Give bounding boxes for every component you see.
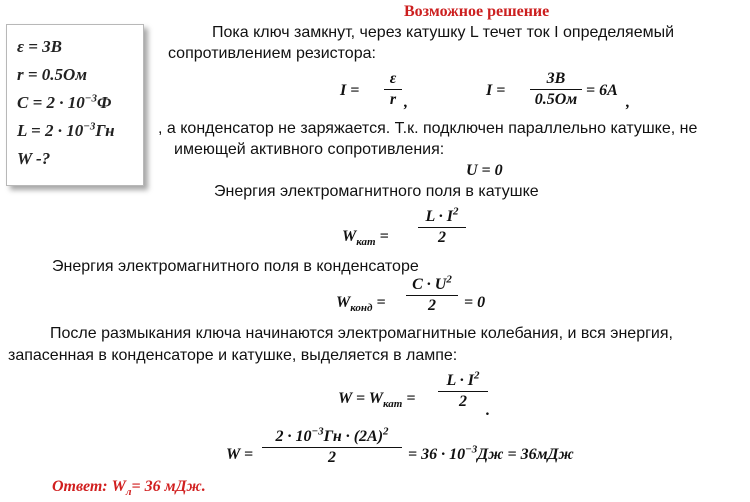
final-den: 2 <box>328 449 336 466</box>
para3: Энергия электромагнитного поля в катушке <box>214 183 539 200</box>
final-num-b: Гн · (2A) <box>323 428 384 445</box>
given-capacitance-base: C = 2 · 10 <box>17 93 85 112</box>
wtotal-num-wrap <box>438 369 488 390</box>
current-den: r <box>389 91 397 108</box>
current-lhs: I = <box>340 82 360 99</box>
final-lhs: W = <box>226 446 254 463</box>
current-fraction2 <box>530 70 582 109</box>
para2-line1: , а конденсатор не заряжается. Т.к. подключен параллельно катушке, не <box>158 120 698 137</box>
wcap-lhs <box>336 294 386 314</box>
wtotal-bar <box>438 391 488 392</box>
wcoil-sup: 2 <box>452 205 459 218</box>
current-result: = 6A <box>586 82 618 99</box>
final-num <box>262 425 402 446</box>
wtotal-lhs <box>338 390 415 410</box>
wcoil-num: L · I <box>425 208 453 225</box>
given-emf: ε = 3В <box>17 37 62 56</box>
wtotal-fraction <box>438 369 488 411</box>
answer-sub: л <box>125 486 132 499</box>
wcoil-w: W <box>342 228 357 245</box>
answer <box>52 478 206 498</box>
final-num-a: 2 · 10 <box>275 428 312 445</box>
given-box <box>6 24 144 186</box>
current-lhs2: I = <box>486 82 506 99</box>
current-fraction <box>384 70 402 109</box>
wcoil-fraction <box>418 205 466 247</box>
wcoil-sub: кат <box>356 236 376 249</box>
current-num: ε <box>389 70 397 87</box>
final-mid-exp: −3 <box>465 443 478 456</box>
wcoil-eq: = <box>379 228 389 245</box>
final-num-sup: 2 <box>383 425 389 438</box>
final-mid: = 36 · 10 <box>408 446 466 463</box>
para5-line1: После размыкания ключа начинаются электромагнитные колебания, и вся энергия, <box>50 325 673 342</box>
final-num-exp: −3 <box>311 425 324 438</box>
final-fraction <box>262 425 402 467</box>
wcap-num-wrap <box>406 273 458 294</box>
given-inductance-base: L = 2 · 10 <box>17 121 84 140</box>
wcoil-lhs <box>342 228 389 248</box>
wcap-fraction <box>406 273 458 315</box>
answer-label: Ответ: W <box>52 478 126 495</box>
wcap-den: 2 <box>428 297 436 314</box>
final-bar <box>262 447 402 448</box>
wcap-result: = 0 <box>464 294 486 311</box>
current-bar2 <box>530 89 582 90</box>
current-den2: 0.5Ом <box>534 91 578 108</box>
answer-value: = 36 мДж. <box>131 478 206 495</box>
current-comma: , <box>404 94 408 111</box>
wcap-sub: конд <box>350 302 373 315</box>
para1-line2: сопротивлением резистора: <box>168 45 376 62</box>
wcap-eq: = <box>376 294 386 311</box>
given-capacitance <box>17 89 143 117</box>
given-capacitance-exp: −3 <box>84 92 97 105</box>
para2-line2: имеющей активного сопротивления: <box>174 141 445 158</box>
wtotal-w: W = W <box>338 390 383 407</box>
wcoil-den: 2 <box>438 229 446 246</box>
solution-title: Возможное решение <box>404 3 550 20</box>
wtotal-sup: 2 <box>473 369 480 382</box>
given-inductance-unit: Гн <box>95 121 115 140</box>
para4: Энергия электромагнитного поля в конденсаторе <box>52 258 419 275</box>
wtotal-num: L · I <box>446 372 474 389</box>
wtotal-eq: = <box>406 390 416 407</box>
wcap-bar <box>406 295 458 296</box>
current-num2: 3В <box>546 70 566 87</box>
given-resistance: r = 0.5Ом <box>17 65 87 84</box>
given-inductance <box>17 117 143 145</box>
final-rest <box>408 443 574 464</box>
final-result: Дж = 36мДж <box>477 446 574 463</box>
wcap-num: C · U <box>412 276 447 293</box>
wtotal-sub: кат <box>383 398 403 411</box>
current-comma2: , <box>626 94 630 111</box>
voltage-formula: U = 0 <box>466 162 503 179</box>
current-bar <box>384 89 402 90</box>
wcap-w: W <box>336 294 351 311</box>
wcoil-bar <box>418 227 466 228</box>
para1-line1: Пока ключ замкнут, через катушку L течет ток I определяемый <box>212 24 675 41</box>
given-capacitance-unit: Ф <box>96 93 112 112</box>
wtotal-period: . <box>486 402 490 419</box>
given-unknown: W -? <box>17 149 51 168</box>
wcoil-num-wrap <box>418 205 466 226</box>
wcap-sup: 2 <box>446 273 452 286</box>
wtotal-den: 2 <box>459 393 467 410</box>
given-inductance-exp: −3 <box>83 120 96 133</box>
para5-line2: запасенная в конденсаторе и катушке, выделяется в лампе: <box>8 347 458 364</box>
